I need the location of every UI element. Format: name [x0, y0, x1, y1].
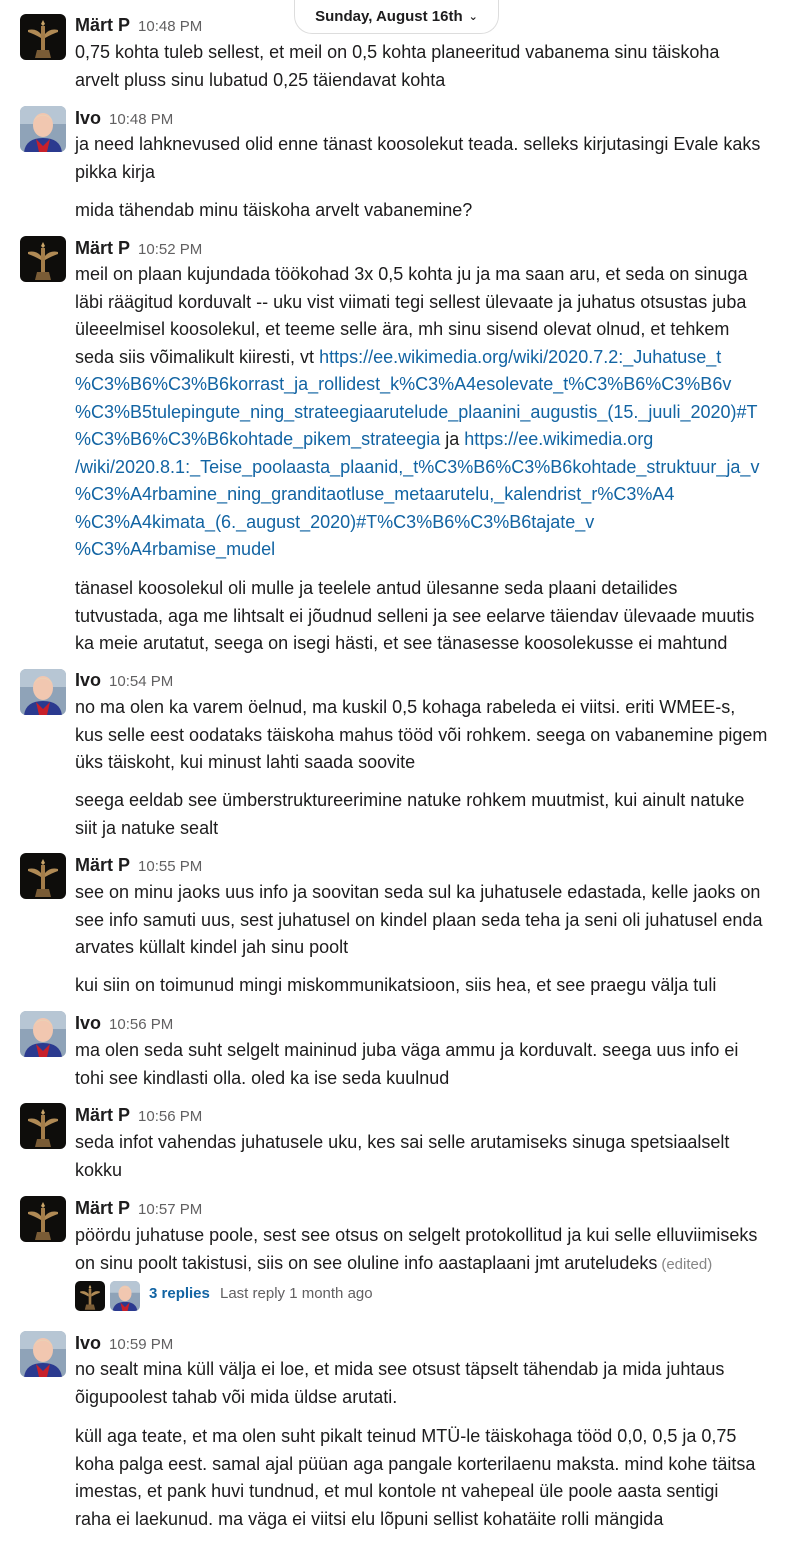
message-text	[75, 197, 780, 225]
avatar[interactable]	[20, 1196, 66, 1242]
edited-label: (edited)	[661, 1255, 713, 1273]
avatar[interactable]	[20, 236, 66, 282]
message-line: üks täiskoht, kui minust lahti saada soovite	[75, 752, 416, 772]
message-line: mida tähendab minu täiskoha arvelt vabanemine?	[75, 200, 473, 220]
message-line: no sealt mina küll välja ei loe, et mida see otsust täpselt tähendab ja mida juhtaus	[75, 1359, 725, 1379]
message-line: see on minu jaoks uus info ja soovitan seda sul ka juhatusele edastada, kelle jaoks on	[75, 882, 761, 902]
wiki-link-2[interactable]: %C3%A4rbamine_ning_granditaotluse_metaarutelu,_kalendrist_r%C3%A4	[75, 484, 675, 504]
portrait-avatar-icon	[20, 106, 66, 152]
message-header	[75, 13, 202, 39]
avatar[interactable]	[20, 1011, 66, 1057]
message-line: seda infot vahendas juhatusele uku, kes sai selle arutamiseks sinuga spetsiaalselt	[75, 1132, 730, 1152]
date-label: Sunday, August 16th	[315, 8, 463, 25]
statue-avatar-icon	[20, 1103, 66, 1149]
timestamp[interactable]: 10:57 PM	[138, 1201, 203, 1218]
message-line: meil on plaan kujundada töökohad 3x 0,5 kohta ju ja ma saan aru, et seda on sinuga	[75, 264, 748, 284]
message-line: imestas, et pank huvi tundnud, et mul kontole nt vahepeal üle poole aasta sentigi	[75, 1481, 719, 1501]
avatar[interactable]	[20, 669, 66, 715]
timestamp[interactable]: 10:59 PM	[109, 1336, 174, 1353]
statue-avatar-icon	[20, 1196, 66, 1242]
portrait-avatar-icon	[20, 1011, 66, 1057]
message-line: läbi räägitud korduvalt -- uku vist viimati tegi sellest ülevaate ja juhatus otsustas juba	[75, 291, 747, 312]
message-text	[75, 131, 780, 186]
timestamp[interactable]: 10:48 PM	[138, 18, 203, 35]
message-line: kui siin on toimunud mingi miskommunikatsioon, siis hea, et see praegu välja tuli	[75, 975, 717, 995]
link-connector: ja	[440, 429, 465, 449]
wiki-link-2[interactable]: %C3%A4kimata_(6._august_2020)#T%C3%B6%C3%B6tajate_v	[75, 511, 595, 532]
message-header	[75, 106, 173, 132]
timestamp[interactable]: 10:54 PM	[109, 673, 174, 690]
timestamp[interactable]: 10:56 PM	[138, 1108, 203, 1125]
portrait-avatar-icon	[110, 1281, 140, 1311]
message-header	[75, 853, 202, 879]
thread-last-reply: Last reply 1 month ago	[220, 1285, 373, 1302]
wiki-link-2[interactable]: https://ee.wikimedia.org	[464, 429, 654, 449]
message-line: raha ei laekunud. ma väga ei viitsi elu lõpuni sellist kohatäite rolli mängida	[75, 1508, 664, 1529]
portrait-avatar-icon	[20, 669, 66, 715]
wiki-link-1[interactable]: %C3%B5tulepingute_ning_strateegiaarutelude_plaanini_augustis_(15._juuli_2020)#T	[75, 401, 758, 422]
message-header	[75, 668, 173, 694]
message-line: ma olen seda suht selgelt maininud juba väga ammu ja korduvalt. seega uus info ei	[75, 1040, 739, 1060]
message-header	[75, 236, 202, 262]
avatar[interactable]	[20, 14, 66, 60]
avatar[interactable]	[20, 1103, 66, 1149]
message-header	[75, 1331, 173, 1357]
author-name[interactable]: Märt P	[75, 15, 131, 35]
message-line: 0,75 kohta tuleb sellest, et meil on 0,5 kohta planeeritud vabanema sinu täiskoha	[75, 42, 720, 62]
message-text	[75, 575, 780, 658]
message-text	[75, 1423, 780, 1533]
wiki-link-1[interactable]: https://ee.wikimedia.org/wiki/2020.7.2:_Juhatuse_t	[319, 346, 722, 367]
author-name[interactable]: Märt P	[75, 1198, 131, 1218]
author-name[interactable]: Ivo	[75, 1333, 102, 1353]
wiki-link-1[interactable]: %C3%B6%C3%B6kohtade_pikem_strateegia	[75, 429, 441, 449]
message-text	[75, 1356, 780, 1411]
timestamp[interactable]: 10:55 PM	[138, 858, 203, 875]
message-line: seega eeldab see ümberstruktureerimine natuke rohkem muutmist, kui ainult natuke	[75, 790, 745, 810]
message-line: no ma olen ka varem öelnud, ma kuskil 0,5 kohaga rabeleda ei viitsi. eriti WMEE-s,	[75, 697, 736, 717]
message-line: see info samuti uus, sest juhatusel on kindel plaan seda teha ja seni oli juhatusel enda	[75, 909, 763, 930]
message-header	[75, 1103, 202, 1129]
thread-summary[interactable]	[75, 1281, 475, 1313]
message-line: küll aga teate, et ma olen suht pikalt teinud MTÜ-le täiskohaga tööd 0,0, 0,5 ja 0,75	[75, 1426, 737, 1446]
message-text	[75, 972, 780, 1000]
message-text	[75, 1222, 780, 1278]
author-name[interactable]: Ivo	[75, 670, 102, 690]
thread-avatar	[110, 1281, 140, 1311]
message-header	[75, 1011, 173, 1037]
message-text	[75, 39, 780, 94]
message-text	[75, 261, 780, 564]
message-line: siit ja natuke sealt	[75, 817, 219, 838]
message-text	[75, 1129, 780, 1184]
message-header	[75, 1196, 202, 1222]
thread-replies-link[interactable]: 3 replies	[149, 1285, 210, 1302]
message-line-text: seda siis võimalikult kiiresti, vt	[75, 346, 320, 367]
message-line: tänasel koosolekul oli mulle ja teelele antud ülesanne seda plaani detailides	[75, 578, 678, 598]
wiki-link-2[interactable]: %C3%A4rbamise_mudel	[75, 539, 276, 559]
message-line: pöördu juhatuse poole, sest see otsus on selgelt protokollitud ja kui selle elluviimiseks	[75, 1225, 758, 1245]
message-line: tutvustada, aga me lihtsalt ei jõudnud selleni ja see eelarve täiendav ülevaade muutis	[75, 605, 755, 626]
statue-avatar-icon	[20, 236, 66, 282]
message-text	[75, 694, 780, 777]
avatar[interactable]	[20, 1331, 66, 1377]
avatar[interactable]	[20, 853, 66, 899]
message-line	[75, 344, 780, 372]
message-line: arvelt pluss sinu lubatud 0,25 täiendavat kohta	[75, 69, 446, 90]
statue-avatar-icon	[20, 853, 66, 899]
author-name[interactable]: Märt P	[75, 238, 131, 258]
message-line: koha palga eest. samal ajal püüan aga pangale korterilaenu maksta. mind kohe täitsa	[75, 1453, 756, 1474]
message-line: õigupoolest tahab või mida üldse arutati.	[75, 1386, 398, 1407]
timestamp[interactable]: 10:52 PM	[138, 241, 203, 258]
chevron-down-icon: ⌄	[468, 11, 478, 23]
message-text	[75, 879, 780, 962]
message-line: on sinu poolt takistusi, siis on see oluline info aastaplaani jmt aruteludeks	[75, 1252, 658, 1273]
wiki-link-1[interactable]: %C3%B6%C3%B6korrast_ja_rollidest_k%C3%A4esolevate_t%C3%B6%C3%B6v	[75, 374, 732, 394]
author-name[interactable]: Ivo	[75, 108, 102, 128]
author-name[interactable]: Märt P	[75, 855, 131, 875]
message-line: ja need lahknevused olid enne tänast koosolekut teada. selleks kirjutasingi Evale kaks	[75, 134, 761, 154]
message-line: kokku	[75, 1159, 123, 1180]
message-line: kus selle eest oodataks täiskoha mahus tööd või rohkem. seega on vabanemine pigem	[75, 724, 768, 745]
message-line: pikka kirja	[75, 161, 156, 182]
thread-avatar	[75, 1281, 105, 1311]
message-line: tohi see kindlasti olla. oled ka ise seda kuulnud	[75, 1067, 450, 1088]
message-line: ka meie arutatut, seega on isegi hästi, et see tänasesse koosolekusse ei mahtund	[75, 633, 728, 653]
message-text	[75, 787, 780, 842]
message-text	[75, 1037, 780, 1092]
portrait-avatar-icon	[20, 1331, 66, 1377]
avatar[interactable]	[20, 106, 66, 152]
timestamp[interactable]: 10:48 PM	[109, 111, 174, 128]
message-line: arvates küllalt kindel jah sinu poolt	[75, 937, 349, 957]
message-line: üleeelmisel koosolekul, et teeme selle ära, mh sinu sisend olevat olnud, et tehkem	[75, 319, 730, 339]
author-name[interactable]: Märt P	[75, 1105, 131, 1125]
statue-avatar-icon	[75, 1281, 105, 1311]
timestamp[interactable]: 10:56 PM	[109, 1016, 174, 1033]
date-divider-button[interactable]	[294, 0, 499, 34]
statue-avatar-icon	[20, 14, 66, 60]
wiki-link-2[interactable]: /wiki/2020.8.1:_Teise_poolaasta_plaanid,_t%C3%B6%C3%B6kohtade_struktuur_ja_v	[75, 456, 760, 477]
author-name[interactable]: Ivo	[75, 1013, 102, 1033]
